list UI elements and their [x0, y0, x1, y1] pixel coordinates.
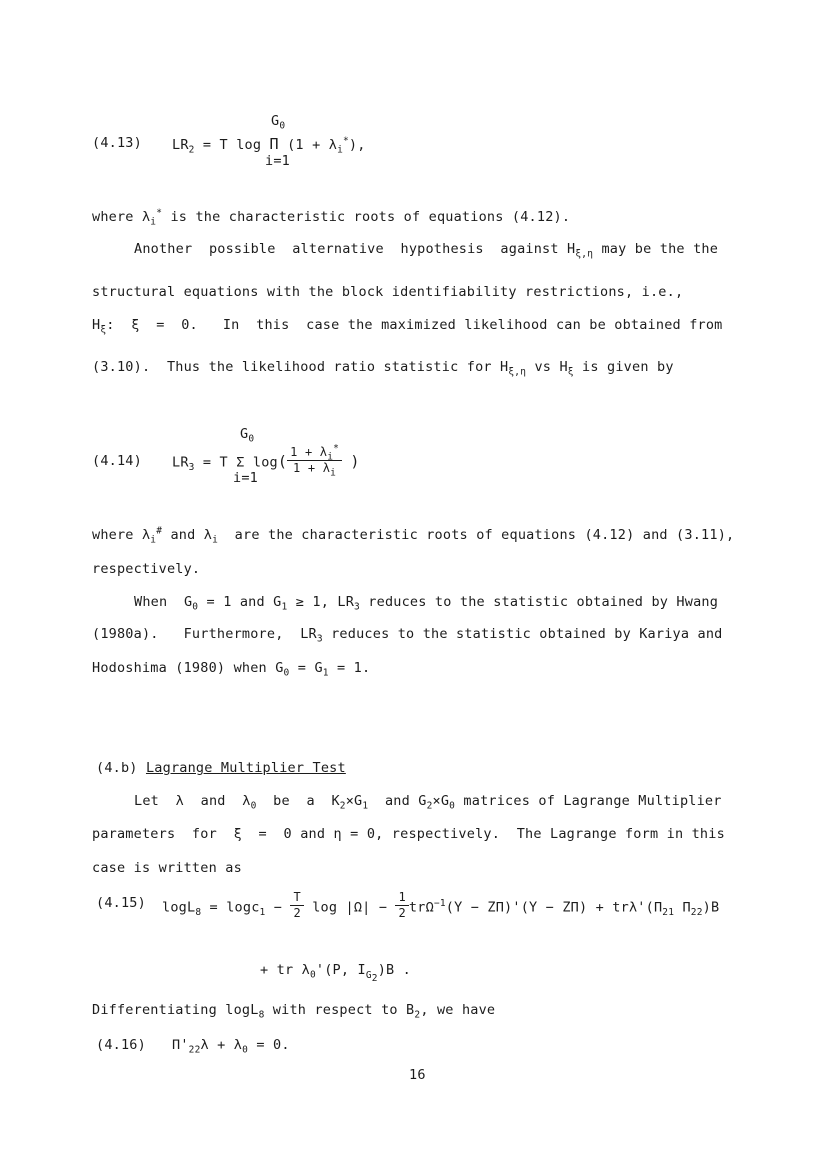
eq-4-14-number: (4.14): [92, 453, 142, 469]
section-title: Lagrange Multiplier Test: [145, 760, 346, 776]
para-3-line-1: When $G_0 = 1$ and $G_1 \ge 1$, $LR_3$ reduces to the statistic obtained by Hwang: [134, 594, 719, 613]
para-4-line-1: Let λ and $\lambda_0$ be a $K_2\times G_1$ and $G_2\times G_0$ matrices of Lagrange Multiplier: [134, 793, 722, 812]
eq-4-13-lower-limit: i=1: [265, 153, 290, 169]
text-roots-1: where $\lambda_i^*$ is the characteristic roots of equations (4.12).: [92, 207, 571, 228]
eq-4-15-line-2: + tr $\lambda_0'(P$, $I_{G_2})B$ .: [260, 962, 412, 984]
para-4-line-2: parameters for ξ = 0 and η = 0, respectively. The Lagrange form in this: [92, 826, 725, 842]
para-1-line-4: (3.10). Thus the likelihood ratio statistic for $H_{\xi,\eta}$ vs $H_\xi$ is given by: [92, 359, 674, 378]
para-1-line-2: structural equations with the block identifiability restrictions, i.e.,: [92, 284, 684, 300]
para-2-line-1: where $\lambda_i^{\#}$ and $\lambda_i$ are the characteristic roots of equations (4.12) and (3.11),: [92, 525, 735, 546]
eq-4-14-body: $LR_3 = T$ Σ log( $\frac{1 + \lambda_i^*}{1 + \lambda_i}$ ): [172, 443, 360, 479]
eq-4-13-number: (4.13): [92, 135, 142, 151]
eq-4-14-fraction: $\frac{1 + \lambda_i^*}{1 + \lambda_i}$: [287, 446, 342, 475]
page-number: 16: [409, 1067, 426, 1083]
eq-4-14-upper-limit: $G_0$: [240, 426, 255, 445]
section-number: (4.b): [96, 760, 138, 776]
eq-4-16-body: $\Pi'_{22}\lambda + \lambda_0 = 0$.: [172, 1037, 290, 1056]
text-differentiating: Differentiating logL$_8$ with respect to $B_2$, we have: [92, 1002, 496, 1021]
para-2-line-2: respectively.: [92, 561, 201, 577]
para-1-line-1: Another possible alternative hypothesis against $H_{\xi,\eta}$ may be the the: [134, 241, 719, 260]
eq-4-14-lower-limit: i=1: [233, 470, 258, 486]
para-3-line-2: (1980a). Furthermore, $LR_3$ reduces to the statistic obtained by Kariya and: [92, 626, 723, 645]
eq-4-15-number: (4.15): [96, 895, 146, 911]
para-3-line-3: Hodoshima (1980) when $G_0 = G_1 = 1$.: [92, 660, 371, 679]
eq-4-15-line-1: logL$_8$ = logc$_1$ − $\frac{T}{2}$ log |Ω| − $\frac{1}{2}$ $tr\Omega^{-1}(Y - Z\Pi)'(Y - Z\Pi) + tr\lambda'(\Pi_{21}$ $\Pi_{22})B$: [162, 890, 720, 920]
eq-4-13-upper-limit: $G_0$: [271, 113, 286, 132]
section-heading: [96, 762, 346, 776]
eq-4-13-body: $LR_2 = T$ log Π $(1 + \lambda_i^*)$,: [172, 135, 366, 156]
eq-4-16-number: (4.16): [96, 1037, 146, 1053]
para-1-line-3: $H_\xi$: ξ = 0. In this case the maximized likelihood can be obtained from: [92, 317, 723, 336]
para-4-line-3: case is written as: [92, 860, 242, 876]
